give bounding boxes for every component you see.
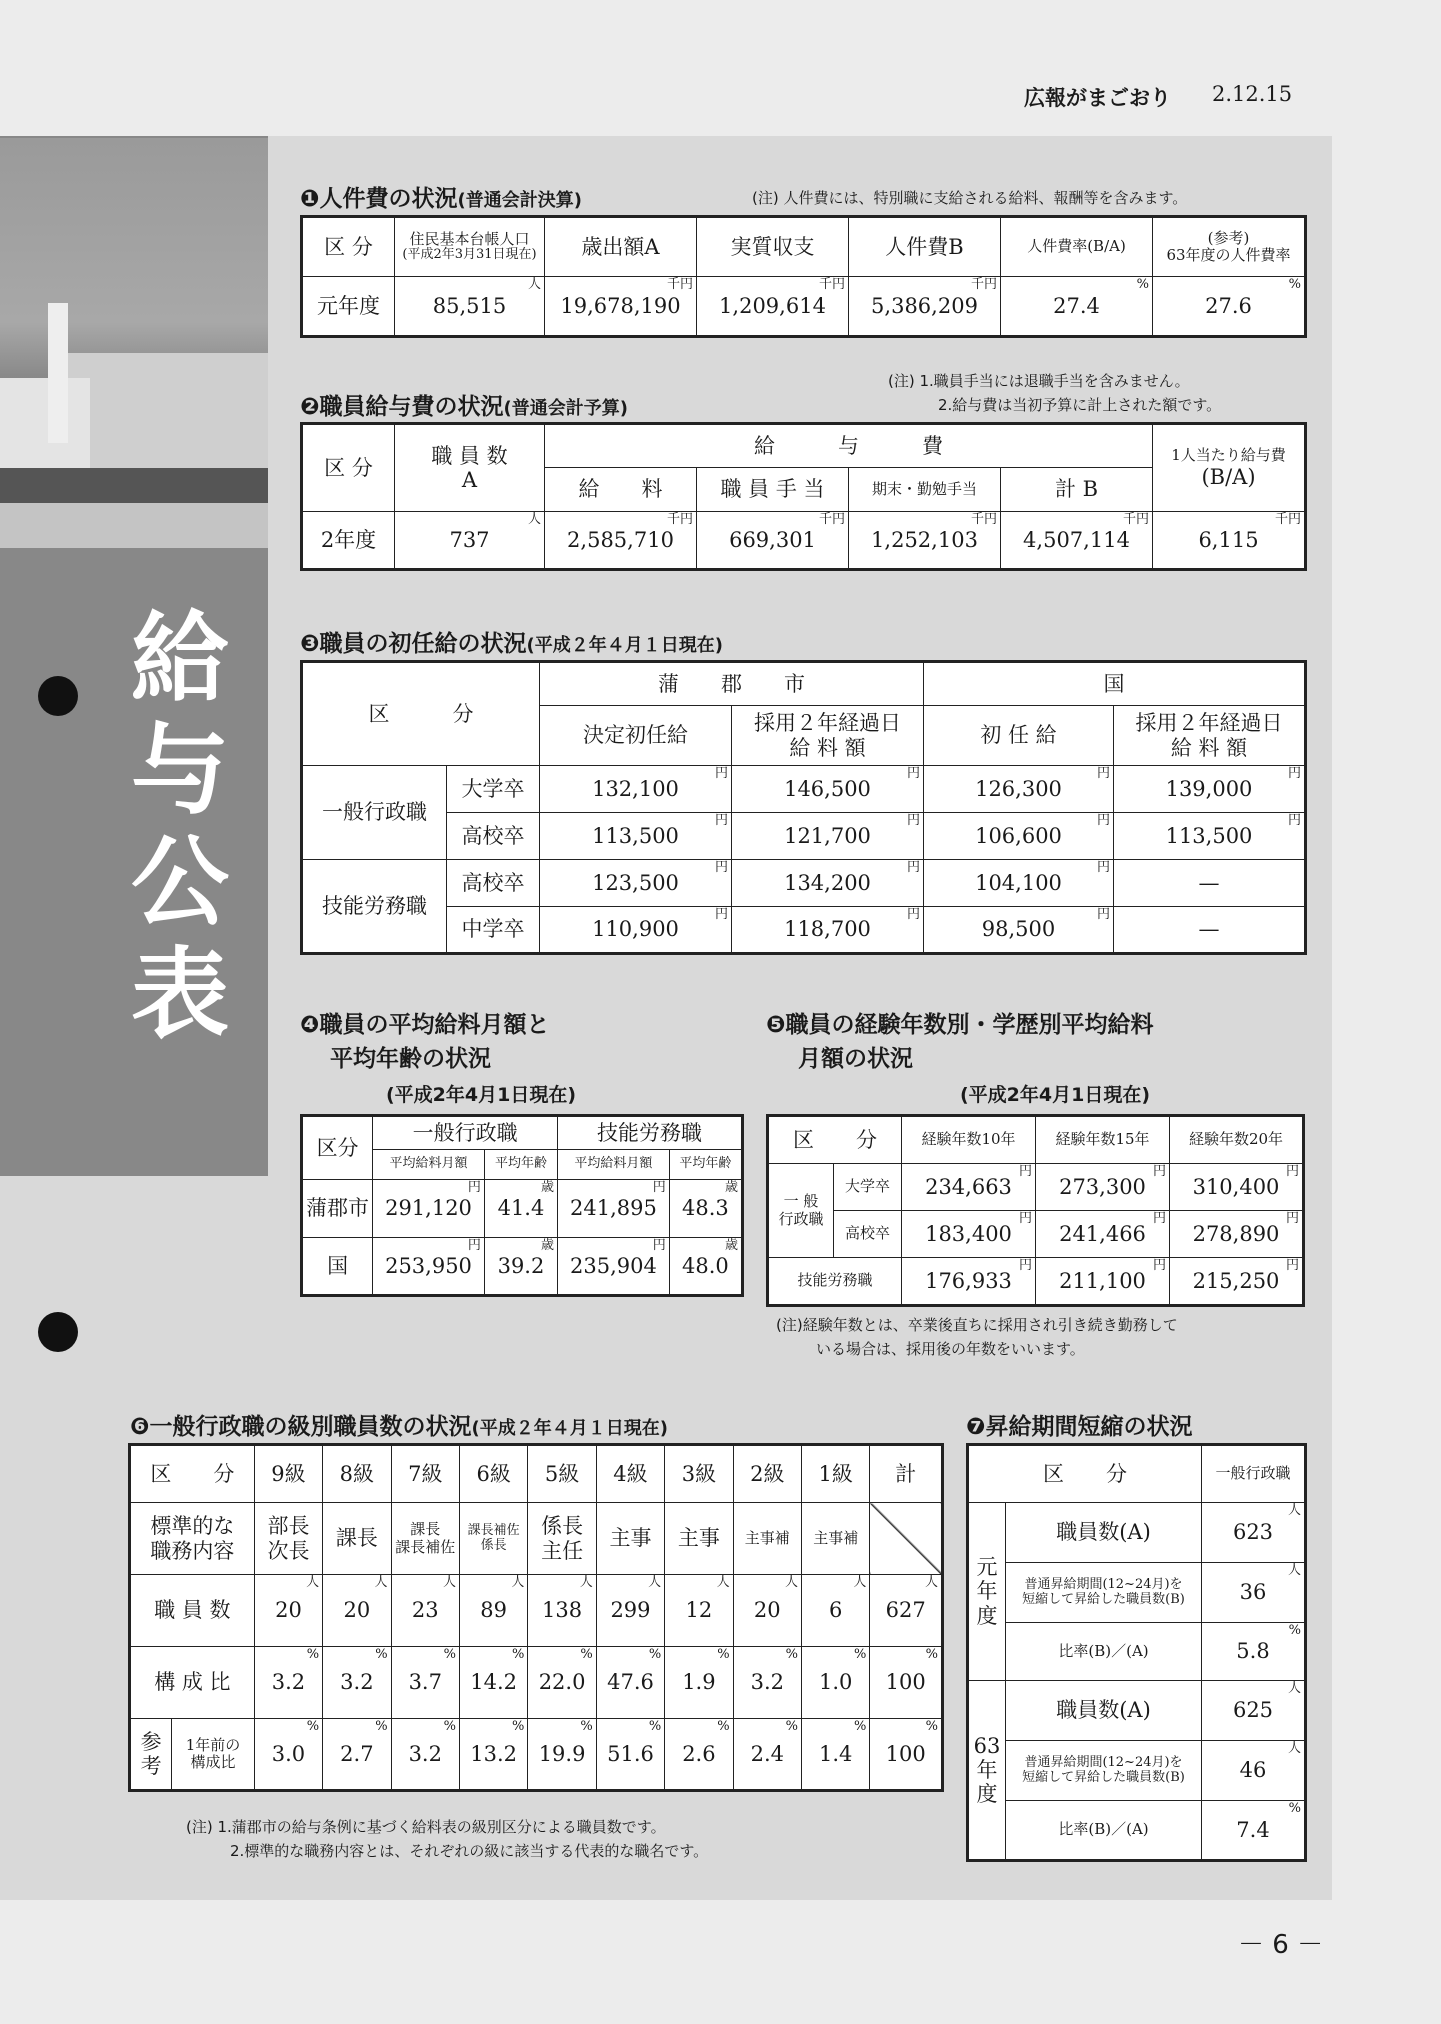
header-cell: 3級 — [665, 1445, 733, 1503]
header-cell: 1級 — [802, 1445, 870, 1503]
duty-cell: 課長補佐 係長 — [459, 1503, 527, 1575]
ref-label: 参 考 — [130, 1719, 172, 1791]
value-cell: 円 98,500 — [924, 907, 1114, 954]
value-cell: 歳 48.0 — [669, 1238, 742, 1296]
value-cell: 人 89 — [459, 1575, 527, 1647]
value-cell: 人 6 — [802, 1575, 870, 1647]
header-cell: 国 — [924, 662, 1306, 706]
row-label: 高校卒 — [447, 860, 540, 907]
row-label: 国 — [302, 1238, 373, 1296]
header-cell: 4級 — [596, 1445, 664, 1503]
promotion-shortening-table — [966, 1443, 1307, 1862]
value-cell: 千円 669,301 — [697, 512, 849, 570]
experience-salary-table — [766, 1114, 1305, 1307]
value-cell: 円 106,600 — [924, 813, 1114, 860]
value-cell: % 5.8 — [1202, 1623, 1306, 1681]
sidebar-title-char: 公 — [130, 826, 229, 940]
section-3-title: ❸職員の初任給の状況(平成２年４月１日現在) — [300, 631, 723, 657]
header-cell: 人件費率(B/A) — [1001, 217, 1153, 277]
header-cell: (参考) 63年度の人件費率 — [1153, 217, 1306, 277]
value-cell: 人 138 — [528, 1575, 596, 1647]
header-cell: 採用２年経過日 給 料 額 — [1114, 706, 1306, 766]
value-cell: 円 146,500 — [732, 766, 924, 813]
value-cell: 人 23 — [391, 1575, 459, 1647]
value-cell: 円 104,100 — [924, 860, 1114, 907]
year-label: 63 年 度 — [968, 1681, 1006, 1861]
section-2-note: 2.給与費は当初予算に計上された額です。 — [938, 396, 1222, 414]
section-5-title: 月額の状況 — [798, 1046, 913, 1072]
value-cell: 円 118,700 — [732, 907, 924, 954]
value-cell: 人 299 — [596, 1575, 664, 1647]
header-cell: 住民基本台帳人口 (平成2年3月31日現在) — [395, 217, 545, 277]
labor-cost-table — [300, 215, 1307, 338]
duty-cell: 課長 — [323, 1503, 391, 1575]
row-label: 職員数(A) — [1006, 1681, 1202, 1741]
value-cell: 円 215,250 — [1170, 1258, 1304, 1306]
value-cell: % 2.7 — [323, 1719, 391, 1791]
section-4-title: ❹職員の平均給料月額と — [300, 1012, 550, 1038]
value-cell: 千円 2,585,710 — [545, 512, 697, 570]
value-cell: 円 253,950 — [373, 1238, 485, 1296]
issue-date: 2.12.15 — [1212, 82, 1293, 106]
sidebar-title-char: 与 — [130, 714, 229, 828]
header-cell: 技能労務職 — [558, 1116, 743, 1150]
publication-name: 広報がまごおり — [1024, 86, 1171, 110]
section-7-title: ❼昇給期間短縮の状況 — [966, 1414, 1193, 1440]
value-cell: % 27.6 — [1153, 277, 1306, 337]
value-cell: 円 278,890 — [1170, 1211, 1304, 1258]
value-cell: % 14.2 — [459, 1647, 527, 1719]
row-label: 職 員 数 — [130, 1575, 255, 1647]
duty-cell: 主事補 — [802, 1503, 870, 1575]
value-cell: 円 235,904 — [558, 1238, 670, 1296]
section-5-note: いる場合は、採用後の年数をいいます。 — [816, 1340, 1085, 1358]
section-1-title: ❶人件費の状況(普通会計決算) — [300, 186, 582, 212]
row-label: 中学卒 — [447, 907, 540, 954]
binder-hole — [38, 1312, 78, 1352]
row-group-label: 一般行政職 — [302, 766, 447, 860]
value-cell: % 100 — [870, 1719, 943, 1791]
row-group-label: 一 般 行政職 — [768, 1164, 834, 1258]
value-cell: % 47.6 — [596, 1647, 664, 1719]
header-cell: 5級 — [528, 1445, 596, 1503]
section-5-title: ❺職員の経験年数別・学歴別平均給料 — [766, 1012, 1154, 1038]
value-cell: 円 113,500 — [540, 813, 732, 860]
empty-diagonal-cell — [870, 1503, 943, 1575]
value-cell: 千円 1,209,614 — [697, 277, 849, 337]
header-cell: 平均給料月額 — [373, 1150, 485, 1180]
header-cell: 経験年数20年 — [1170, 1116, 1304, 1164]
header-cell: 期末・勤勉手当 — [849, 468, 1001, 512]
header-cell: 平均給料月額 — [558, 1150, 670, 1180]
header-cell: 区 分 — [130, 1445, 255, 1503]
value-cell: % 3.2 — [323, 1647, 391, 1719]
value-cell: 人 625 — [1202, 1681, 1306, 1741]
value-cell: % 2.4 — [733, 1719, 801, 1791]
duty-cell: 主事補 — [733, 1503, 801, 1575]
header-cell: 職 員 数 A — [395, 424, 545, 512]
starting-salary-table — [300, 660, 1307, 955]
row-label: 標準的な 職務内容 — [130, 1503, 255, 1575]
value-cell: 円 241,466 — [1036, 1211, 1170, 1258]
value-cell: % 19.9 — [528, 1719, 596, 1791]
header-cell: 給 料 — [545, 468, 697, 512]
header-cell: 採用２年経過日 給 料 額 — [732, 706, 924, 766]
binder-hole — [38, 676, 78, 716]
page-number: － 6 － — [1238, 1930, 1324, 1960]
header-cell: 区分 — [302, 1116, 373, 1180]
value-cell: % 51.6 — [596, 1719, 664, 1791]
value-cell: % 3.2 — [733, 1647, 801, 1719]
section-5-note: (注)経験年数とは、卒業後直ちに採用され引き続き勤務して — [776, 1316, 1178, 1334]
duty-cell: 主事 — [665, 1503, 733, 1575]
header-cell: 蒲 郡 市 — [540, 662, 924, 706]
value-cell: 円 110,900 — [540, 907, 732, 954]
value-cell: % 100 — [870, 1647, 943, 1719]
avg-salary-age-table — [300, 1114, 744, 1297]
section-5-date: (平成2年4月1日現在) — [960, 1084, 1151, 1106]
header-cell: 1人当たり給与費 (B/A) — [1153, 424, 1306, 512]
value-cell: — — [1114, 907, 1306, 954]
value-cell: 円 183,400 — [902, 1211, 1036, 1258]
value-cell: % 1.0 — [802, 1647, 870, 1719]
row-label: 1年前の 構成比 — [172, 1719, 255, 1791]
row-group-label: 技能労務職 — [302, 860, 447, 954]
value-cell: % 7.4 — [1202, 1801, 1306, 1861]
duty-cell: 主事 — [596, 1503, 664, 1575]
salary-cost-table — [300, 422, 1307, 571]
header-cell: 区 分 — [968, 1445, 1202, 1503]
value-cell: % 27.4 — [1001, 277, 1153, 337]
header-cell: 一般行政職 — [373, 1116, 558, 1150]
sidebar-title-char: 表 — [130, 938, 229, 1052]
value-cell: 円 234,663 — [902, 1164, 1036, 1211]
value-cell: % 1.4 — [802, 1719, 870, 1791]
header-cell: 2級 — [733, 1445, 801, 1503]
section-6-note: 2.標準的な職務内容とは、それぞれの級に該当する代表的な職名です。 — [230, 1842, 709, 1860]
value-cell: 円 123,500 — [540, 860, 732, 907]
value-cell: 円 291,120 — [373, 1180, 485, 1238]
value-cell: 人 737 — [395, 512, 545, 570]
value-cell: 円 126,300 — [924, 766, 1114, 813]
header-cell: 平均年齢 — [484, 1150, 557, 1180]
value-cell: 人 85,515 — [395, 277, 545, 337]
value-cell: 千円 6,115 — [1153, 512, 1306, 570]
header-cell: 経験年数10年 — [902, 1116, 1036, 1164]
value-cell: — — [1114, 860, 1306, 907]
header-cell: 決定初任給 — [540, 706, 732, 766]
sidebar-title-char: 給 — [130, 602, 229, 716]
value-cell: 人 20 — [323, 1575, 391, 1647]
city-hall-photo — [0, 138, 268, 548]
value-cell: 円 139,000 — [1114, 766, 1306, 813]
duty-cell: 課長 課長補佐 — [391, 1503, 459, 1575]
value-cell: 千円 5,386,209 — [849, 277, 1001, 337]
section-4-title: 平均年齢の状況 — [330, 1046, 491, 1072]
value-cell: 千円 19,678,190 — [545, 277, 697, 337]
value-cell: 歳 41.4 — [484, 1180, 557, 1238]
value-cell: 人 623 — [1202, 1503, 1306, 1563]
header-cell: 計 B — [1001, 468, 1153, 512]
value-cell: 円 134,200 — [732, 860, 924, 907]
row-label: 構 成 比 — [130, 1647, 255, 1719]
value-cell: 円 132,100 — [540, 766, 732, 813]
header-cell: 区 分 — [302, 424, 395, 512]
value-cell: % 3.2 — [391, 1719, 459, 1791]
row-label: 元年度 — [302, 277, 395, 337]
header-cell: 一般行政職 — [1202, 1445, 1306, 1503]
value-cell: 円 273,300 — [1036, 1164, 1170, 1211]
value-cell: 歳 48.3 — [669, 1180, 742, 1238]
value-cell: 円 211,100 — [1036, 1258, 1170, 1306]
section-4-date: (平成2年4月1日現在) — [386, 1084, 577, 1106]
header-cell: 給 与 費 — [545, 424, 1153, 468]
header-cell: 区 分 — [302, 217, 395, 277]
duty-cell: 係長 主任 — [528, 1503, 596, 1575]
section-6-note: (注) 1.蒲郡市の給与条例に基づく給料表の級別区分による職員数です。 — [186, 1818, 666, 1836]
duty-cell: 部長 次長 — [254, 1503, 322, 1575]
row-label: 高校卒 — [834, 1211, 902, 1258]
header-cell: 実質収支 — [697, 217, 849, 277]
row-label: 技能労務職 — [768, 1258, 902, 1306]
value-cell: 人 46 — [1202, 1741, 1306, 1801]
row-label: 高校卒 — [447, 813, 540, 860]
row-label: 大学卒 — [447, 766, 540, 813]
row-label: 普通昇給期間(12~24月)を 短縮して昇給した職員数(B) — [1006, 1563, 1202, 1623]
value-cell: 人 20 — [254, 1575, 322, 1647]
row-label: 職員数(A) — [1006, 1503, 1202, 1563]
header-cell: 歳出額A — [545, 217, 697, 277]
row-label: 2年度 — [302, 512, 395, 570]
header-cell: 8級 — [323, 1445, 391, 1503]
header-cell: 計 — [870, 1445, 943, 1503]
value-cell: 人 627 — [870, 1575, 943, 1647]
header-cell: 職 員 手 当 — [697, 468, 849, 512]
value-cell: 円 113,500 — [1114, 813, 1306, 860]
row-label: 蒲郡市 — [302, 1180, 373, 1238]
header-cell: 平均年齢 — [669, 1150, 742, 1180]
value-cell: % 3.2 — [254, 1647, 322, 1719]
header-cell: 区 分 — [302, 662, 540, 766]
value-cell: 千円 4,507,114 — [1001, 512, 1153, 570]
value-cell: 人 36 — [1202, 1563, 1306, 1623]
section-2-note: (注) 1.職員手当には退職手当を含みません。 — [888, 372, 1190, 390]
header-cell: 人件費B — [849, 217, 1001, 277]
header-cell: 区 分 — [768, 1116, 902, 1164]
row-label: 比率(B)／(A) — [1006, 1623, 1202, 1681]
grade-staff-table — [128, 1443, 944, 1792]
section-2-title: ❷職員給与費の状況(普通会計予算) — [300, 394, 628, 420]
value-cell: 人 12 — [665, 1575, 733, 1647]
value-cell: 円 241,895 — [558, 1180, 670, 1238]
row-label: 比率(B)／(A) — [1006, 1801, 1202, 1861]
value-cell: 歳 39.2 — [484, 1238, 557, 1296]
header-cell: 初 任 給 — [924, 706, 1114, 766]
year-label: 元 年 度 — [968, 1503, 1006, 1681]
header-cell: 経験年数15年 — [1036, 1116, 1170, 1164]
section-1-note: (注) 人件費には、特別職に支給される給料、報酬等を含みます。 — [752, 189, 1188, 207]
value-cell: 人 20 — [733, 1575, 801, 1647]
value-cell: % 13.2 — [459, 1719, 527, 1791]
section-6-title: ❻一般行政職の級別職員数の状況(平成２年４月１日現在) — [130, 1414, 668, 1440]
row-label: 大学卒 — [834, 1164, 902, 1211]
value-cell: % 22.0 — [528, 1647, 596, 1719]
value-cell: 円 310,400 — [1170, 1164, 1304, 1211]
header-cell: 7級 — [391, 1445, 459, 1503]
value-cell: 円 121,700 — [732, 813, 924, 860]
value-cell: % 3.0 — [254, 1719, 322, 1791]
value-cell: 円 176,933 — [902, 1258, 1036, 1306]
header-cell: 9級 — [254, 1445, 322, 1503]
row-label: 普通昇給期間(12~24月)を 短縮して昇給した職員数(B) — [1006, 1741, 1202, 1801]
header-cell: 6級 — [459, 1445, 527, 1503]
value-cell: 千円 1,252,103 — [849, 512, 1001, 570]
value-cell: % 3.7 — [391, 1647, 459, 1719]
value-cell: % 1.9 — [665, 1647, 733, 1719]
value-cell: % 2.6 — [665, 1719, 733, 1791]
